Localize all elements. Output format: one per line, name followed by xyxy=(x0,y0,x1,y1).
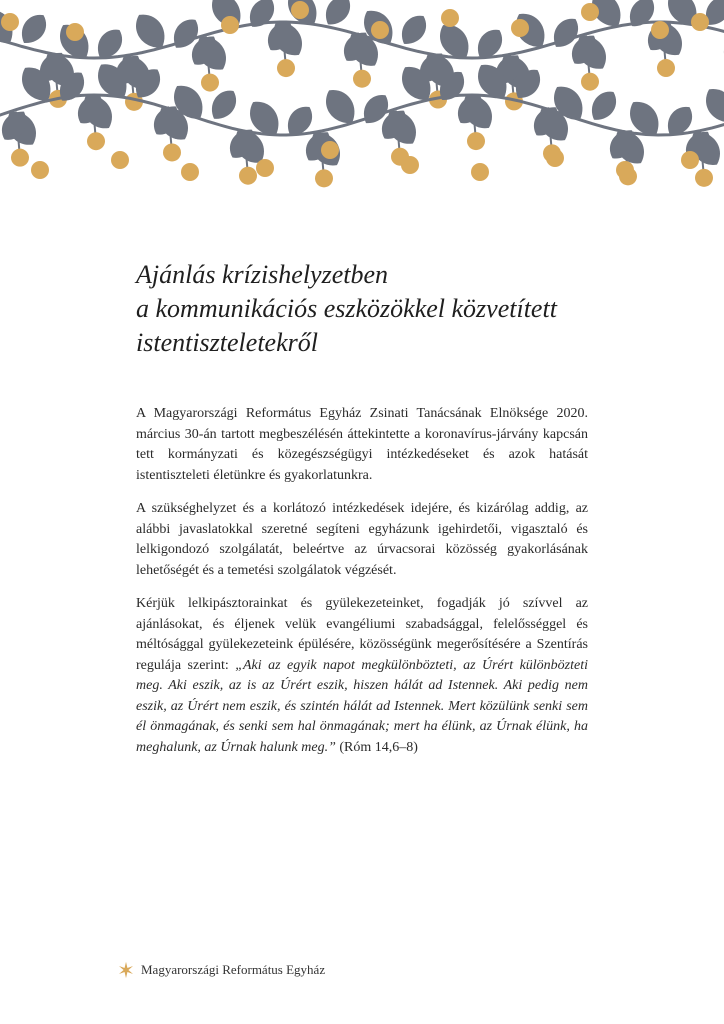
berry-shape xyxy=(511,19,529,37)
berry-shape xyxy=(681,151,699,169)
paragraph-2: A szükséghelyzet és a korlátozó intézkedések idejére, és kizárólag addig, az alábbi javaslatokkal szeretné segíteni egyházunk igehirdetői, vigasztaló és lelkigondozó szolgálatát, beleértve az úrvacsorai közösség gyakorlásának lehetőségét és a temetési szolgálatok végzését. xyxy=(136,501,588,578)
berry-shape xyxy=(353,70,371,88)
organization-name: Magyarországi Református Egyház xyxy=(141,962,326,977)
leaf-shape xyxy=(718,27,724,67)
berry-shape xyxy=(201,74,219,92)
berry-shape xyxy=(31,161,49,179)
paragraph-3 xyxy=(136,594,588,758)
berry-shape xyxy=(467,132,485,150)
berry-shape xyxy=(181,163,199,181)
berry-shape xyxy=(291,1,309,19)
berry-shape xyxy=(581,73,599,91)
title-line-1: Ajánlás krízishelyzetben xyxy=(136,260,389,289)
berry-shape xyxy=(256,159,274,177)
leaf-shape xyxy=(699,82,724,129)
berry-shape xyxy=(695,169,713,187)
decorative-leaf-banner xyxy=(0,0,724,200)
berry-shape xyxy=(651,21,669,39)
berry-shape xyxy=(277,59,295,77)
title-line-3: istentiszteletekről xyxy=(136,328,318,357)
berry-shape xyxy=(371,21,389,39)
berry-shape xyxy=(657,59,675,77)
berry-shape xyxy=(315,169,333,187)
berry-shape xyxy=(471,163,489,181)
page-title xyxy=(136,258,656,360)
berry-shape xyxy=(1,13,19,31)
berry-shape xyxy=(546,149,564,167)
berry-shape xyxy=(239,167,257,185)
berry-shape xyxy=(87,132,105,150)
berry-shape xyxy=(616,161,634,179)
berry-shape xyxy=(441,9,459,27)
bible-quote: „Aki az egyik napot megkülönbözteti, az Úrért különbözteti meg. Aki eszik, az is az Úrért eszik, hiszen hálát ad Istennek. Aki pedig nem eszik, az Úrért nem eszik, és szintén hálát ad Istennek. Mert közülünk senki sem él önmagának, és senki sem hal önmagának; mert ha élünk, az Úrnak élünk, ha meghalunk, az Úrnak halunk meg.” xyxy=(136,657,589,755)
bible-reference: (Róm 14,6–8) xyxy=(335,739,418,755)
paragraph-3-intro: Kérjük lelkipásztorainkat és gyülekezeteinket, fogadják jó szívvel az ajánlásokat, és éljenek velük evangéliumi szabadsággal, felelősséggel és méltósággal gyülekezeteink épülésére, közösségünk megerősítésére a Szentírás regulája szerint: xyxy=(136,596,588,673)
berry-shape xyxy=(401,156,419,174)
leaf-shape xyxy=(15,9,52,49)
title-line-2: a kommunikációs eszközökkel közvetített xyxy=(136,294,557,323)
footer xyxy=(117,961,325,979)
reformed-star-icon xyxy=(117,961,135,979)
berry-shape xyxy=(581,3,599,21)
paragraph-1: A Magyarországi Református Egyház Zsinati Tanácsának Elnöksége 2020. március 30-án tartott megbeszélésén áttekintette a koronavírus-járvány kapcsán tett kormányzati és közegészségügyi intézkedéseket és azok hatását istentiszteleti életünkre és gyakorlatunkra. xyxy=(136,406,588,483)
berry-shape xyxy=(321,141,339,159)
body-text xyxy=(136,404,588,771)
berry-shape xyxy=(11,149,29,167)
berry-shape xyxy=(66,23,84,41)
leaf-shape xyxy=(395,10,432,50)
berry-shape xyxy=(163,143,181,161)
berry-shape xyxy=(221,16,239,34)
berry-shape xyxy=(691,13,709,31)
leaf-shape xyxy=(585,86,622,126)
berry-shape xyxy=(111,151,129,169)
